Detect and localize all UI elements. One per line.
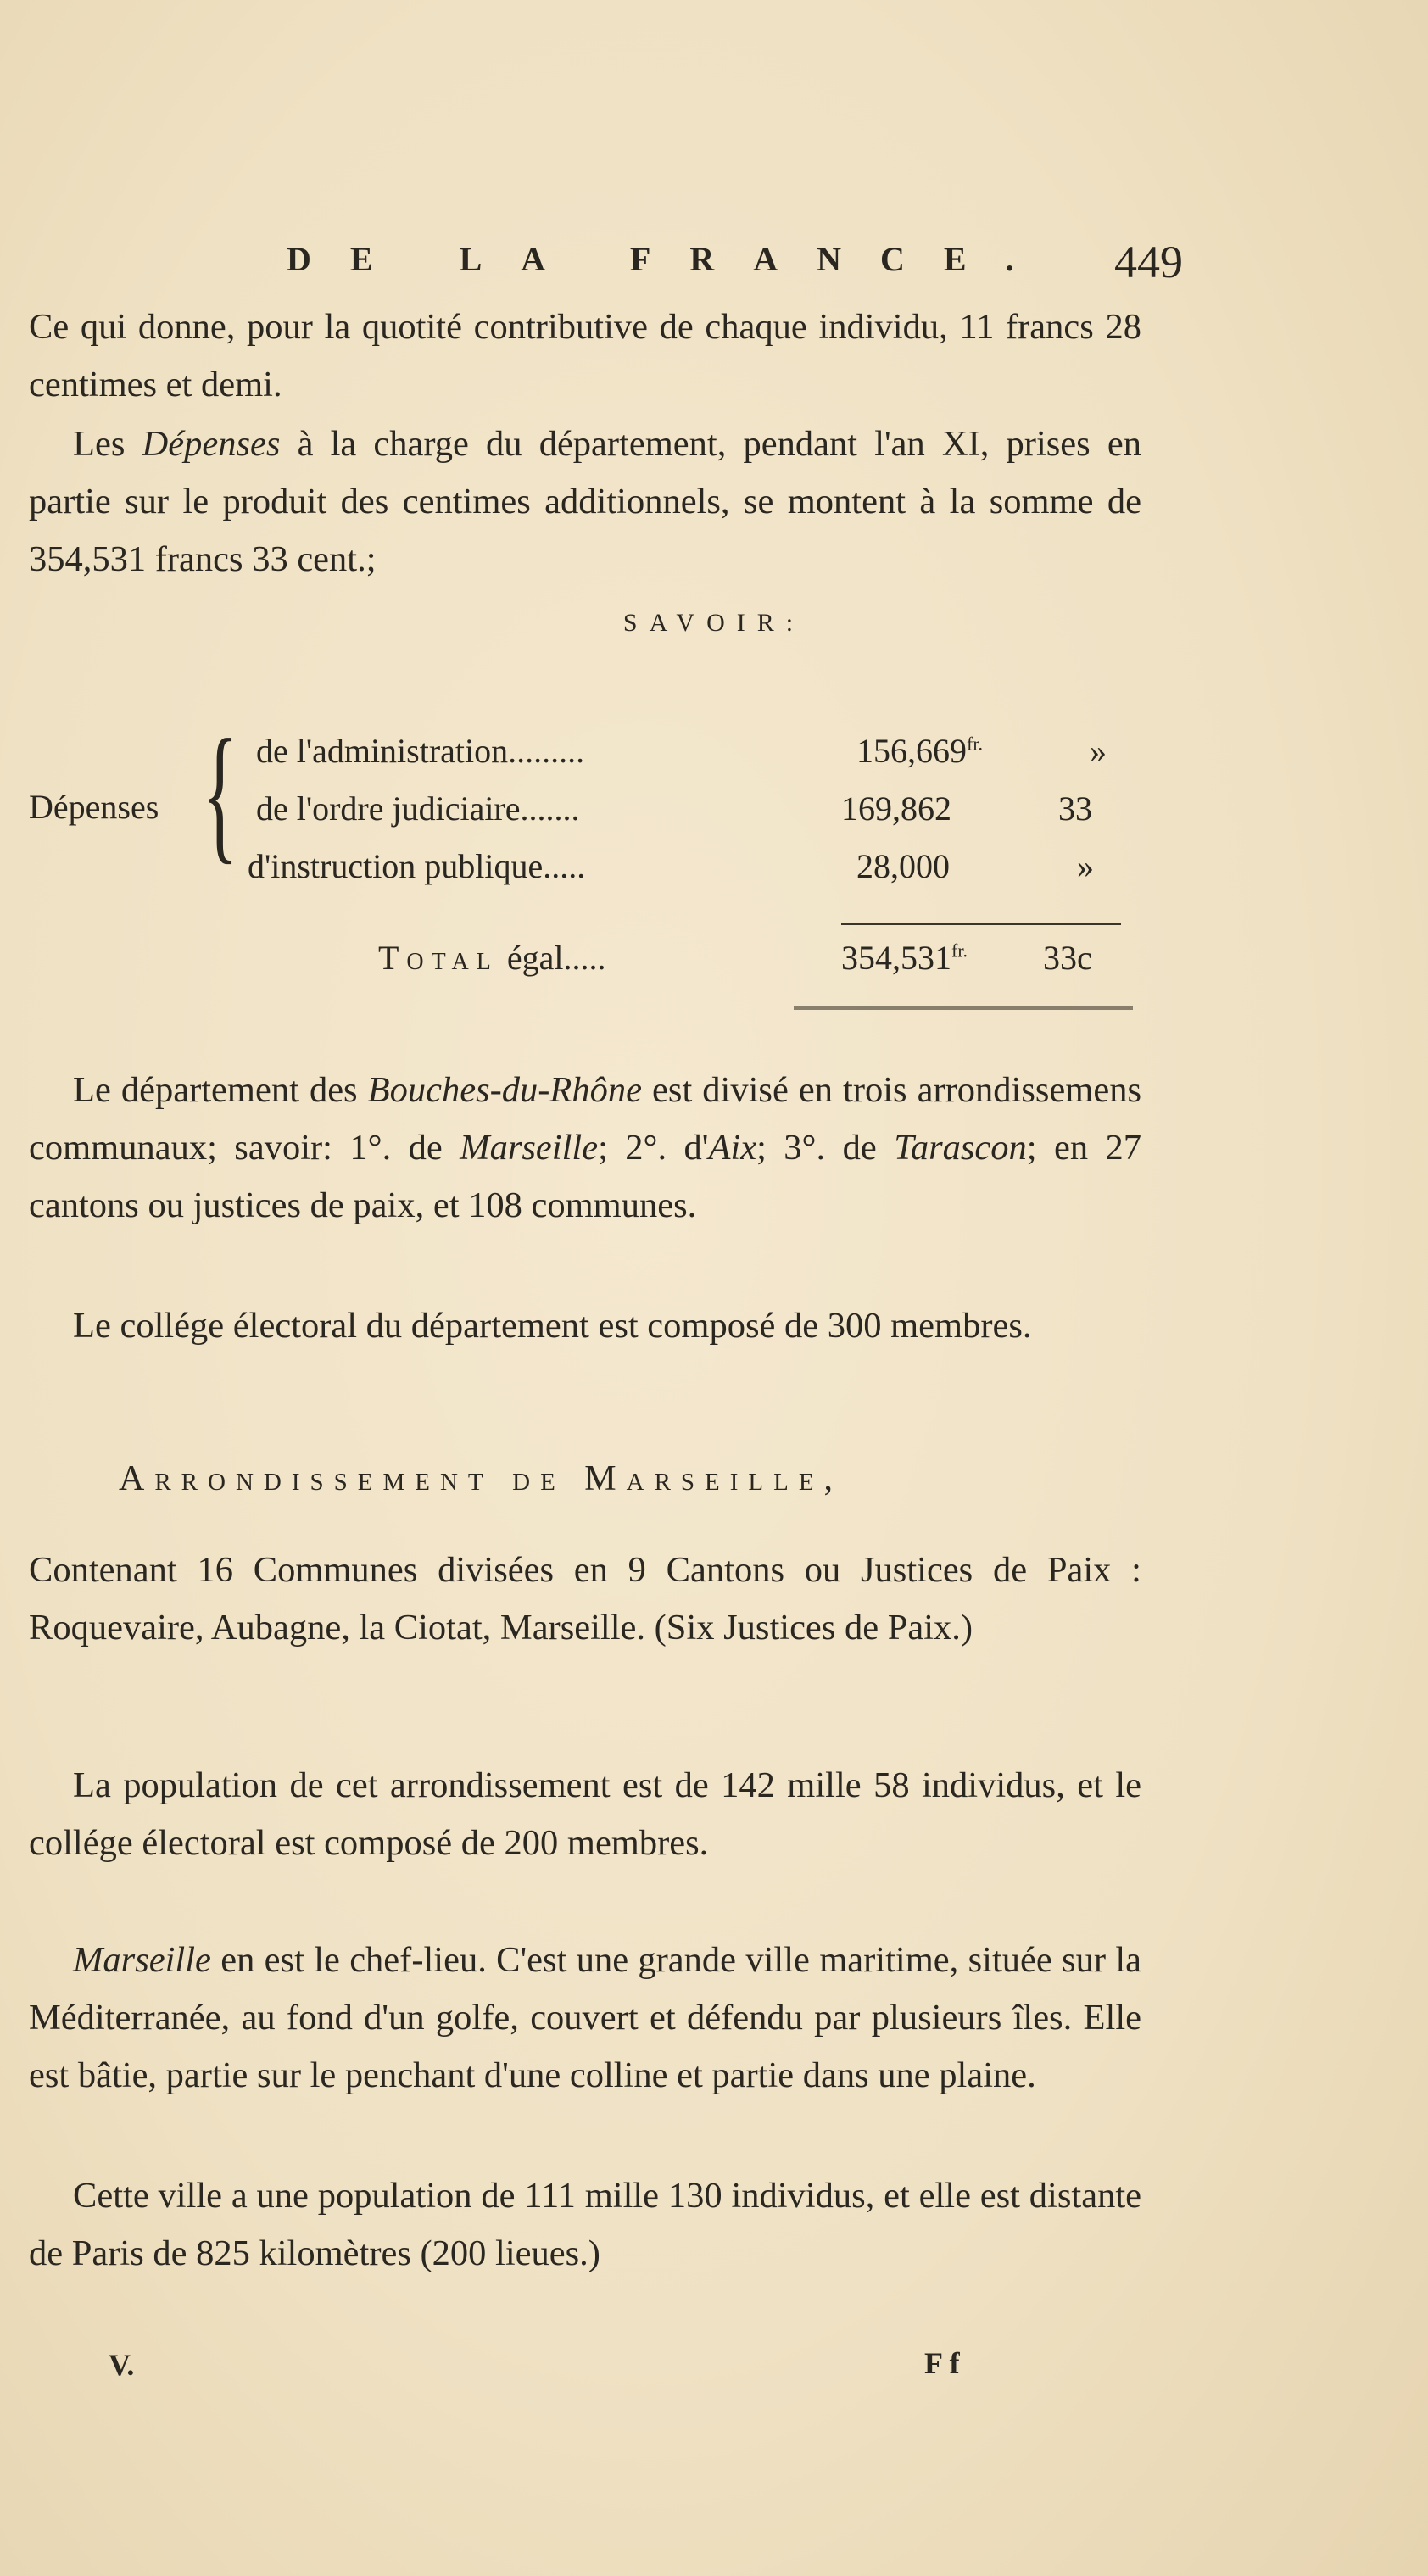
text-run-italic: Marseille (460, 1128, 599, 1168)
amount: 156,669 (856, 732, 967, 770)
running-head: DE LA FRANCE. (287, 240, 1053, 278)
paragraph-population: La population de cet arrondissement est de 142 mille 58 individus, et le collége électoral est composé de 200 membres. (29, 1765, 1141, 1863)
paragraph-depenses (29, 415, 1141, 588)
paragraph-distance: Cette ville a une population de 111 mille 130 individus, et elle est distante de Paris de 825 kilomètres (200 lieues.) (29, 2176, 1141, 2273)
total-line (378, 938, 605, 978)
unit: fr. (951, 940, 968, 962)
section-heading: Arrondissement de Marseille, (119, 1459, 844, 1498)
text-run-italic: Marseille (73, 1940, 211, 1980)
expense-amount-2: 169,862 (841, 789, 951, 828)
text-run: à la charge du département, pendant l'an XI, prises en partie sur le produit des centimes additionnels, se montent à la somme de 354,531 francs 33 cent.; (29, 424, 1141, 579)
signature-right: F f (924, 2346, 960, 2380)
savoir-heading: SAVOIR: (622, 609, 806, 637)
total-label: Total (378, 939, 499, 977)
text-run: ; en 27 cantons ou justices de paix, et 108 communes. (29, 1128, 1142, 1225)
text-run: Les (73, 424, 142, 464)
expense-item-2: de l'ordre judiciaire....... (256, 789, 580, 828)
page-header (237, 236, 1183, 295)
expenses-label: Dépenses (29, 788, 159, 826)
expense-cents-3: » (1077, 847, 1094, 885)
paragraph-arrondissements (29, 1062, 1141, 1235)
text-run-italic: Dépenses (142, 424, 281, 464)
text-run: ; 2°. d' (598, 1128, 709, 1168)
paragraph-quotite: Ce qui donne, pour la quotité contributive de chaque individu, 11 francs 28 centimes et demi. (29, 307, 1141, 404)
expense-amount-1 (856, 731, 983, 771)
text-run: est divisé en trois arrondissemens communaux; savoir: 1°. de (29, 1070, 1141, 1168)
total-text: égal..... (498, 939, 606, 977)
paragraph-college: Le collége électoral du département est composé de 300 membres. (73, 1306, 1032, 1346)
unit: fr. (967, 733, 983, 755)
text-run: en est le chef-lieu. C'est une grande ville maritime, située sur la Méditerranée, au fond d'un golfe, couvert et défendu par plusieurs îles. Elle est bâtie, partie sur le penchant d'une colline et partie dans une plaine. (29, 1940, 1141, 2095)
expense-item-3: d'instruction publique..... (248, 847, 586, 885)
amount: 354,531 (841, 939, 951, 977)
text-run: Le département des (73, 1070, 368, 1110)
paragraph-marseille (29, 1932, 1141, 2105)
text-run-italic: Bouches-du-Rhône (367, 1070, 642, 1110)
sum-rule (841, 923, 1121, 925)
expense-cents-2: 33 (1058, 789, 1092, 828)
text-run-italic: Tarascon (894, 1128, 1027, 1168)
expense-item-1: de l'administration......... (256, 732, 585, 770)
page-number: 449 (1114, 237, 1183, 287)
paragraph-contenant: Contenant 16 Communes divisées en 9 Cantons ou Justices de Paix : Roquevaire, Aubagne, la Ciotat, Marseille. (Six Justices de Paix.) (29, 1550, 1141, 1648)
expense-amount-3: 28,000 (856, 847, 950, 885)
expense-cents-1: » (1090, 732, 1107, 770)
total-amount (841, 938, 968, 978)
total-cents: 33c (1043, 939, 1092, 977)
text-run-italic: Aix (708, 1128, 757, 1168)
brace-glyph: { (202, 708, 239, 877)
signature-left: V. (109, 2348, 135, 2382)
text-run: ; 3°. de (756, 1128, 895, 1168)
ornamental-rule (794, 1006, 1133, 1010)
